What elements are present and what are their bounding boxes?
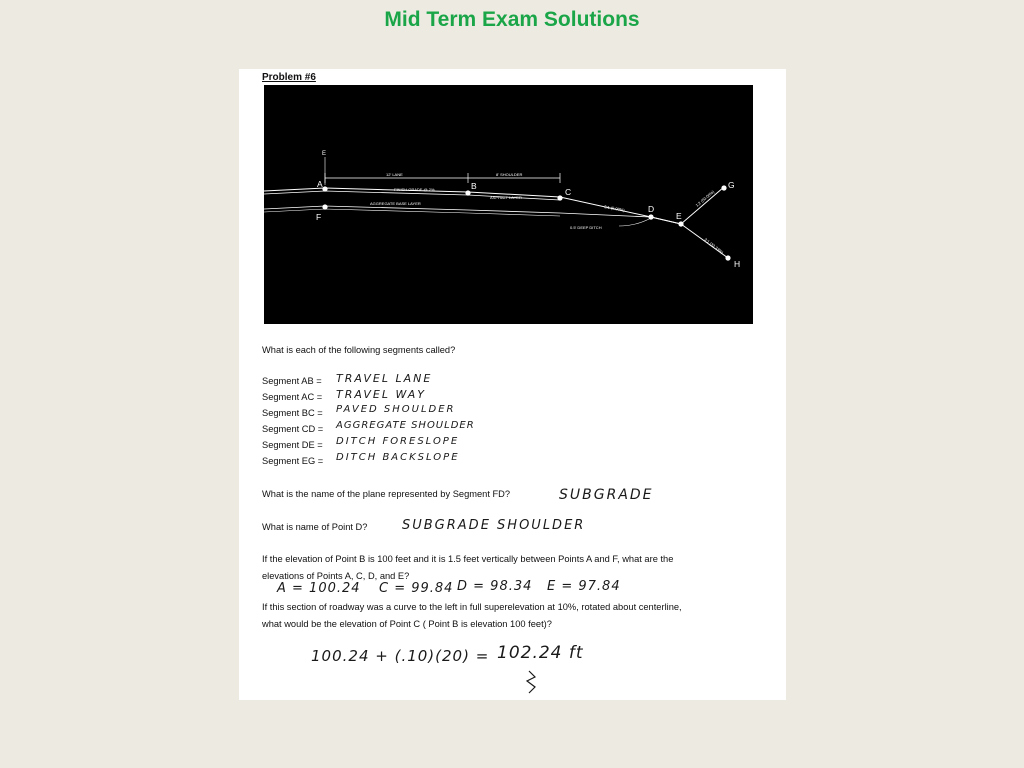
label-slope-eh: 3:1 (33.33%): [703, 236, 725, 255]
label-aggregate: AGGREGATE BASE LAYER: [370, 201, 421, 206]
answer-superelevation-equation: 100.24 + (.10)(20) =: [311, 647, 490, 665]
point-h-marker: [725, 255, 730, 260]
question-elevation-line-1: If the elevation of Point B is 100 feet and it is 1.5 feet vertically between Points A and F, what are the: [262, 554, 674, 564]
segment-answer: DITCH FORESLOPE: [336, 436, 460, 447]
point-c-marker: [557, 195, 562, 200]
segment-answer: TRAVEL WAY: [336, 388, 427, 401]
segment-answer: TRAVEL LANE: [336, 372, 433, 385]
segment-label: Segment AB =: [262, 376, 322, 386]
point-f-marker: [322, 204, 327, 209]
problem-label: Problem #6: [262, 72, 316, 83]
segment-label: Segment EG =: [262, 456, 324, 466]
label-shoulder: 8' SHOULDER: [496, 172, 523, 177]
question-superelevation-line-2: what would be the elevation of Point C ( Point B is elevation 100 feet)?: [262, 619, 552, 629]
slide-title: Mid Term Exam Solutions: [384, 8, 640, 31]
point-e-marker: [678, 221, 683, 226]
question-elevation-line-2: elevations of Points A, C, D, and E?: [262, 571, 410, 581]
answer-elevation-c: C = 99.84: [379, 581, 454, 596]
segment-label: Segment DE =: [262, 440, 323, 450]
point-a-marker: [322, 186, 327, 191]
answer-elevation-d: D = 98.34: [457, 579, 533, 594]
label-point-b: B: [471, 181, 477, 191]
road-cross-section-figure: [264, 85, 753, 324]
segment-row: [262, 454, 762, 470]
label-point-c: C: [565, 187, 572, 197]
label-point-g: G: [728, 180, 735, 190]
answer-superelevation-result: 102.24 ft: [497, 643, 584, 663]
label-asphalt: ASPHALT LAYER: [490, 195, 522, 200]
question-point-d: What is name of Point D?: [262, 522, 368, 532]
segment-answer: PAVED SHOULDER: [336, 404, 456, 415]
segment-label: Segment BC =: [262, 408, 323, 418]
label-point-f: F: [316, 212, 322, 222]
segment-label: Segment CD =: [262, 424, 324, 434]
segment-label: Segment AC =: [262, 392, 323, 402]
label-point-d: D: [648, 204, 655, 214]
point-d-marker: [648, 214, 653, 219]
answer-plane: SUBGRADE: [559, 487, 654, 503]
question-superelevation-line-1: If this section of roadway was a curve to the left in full superelevation at 10%, rotated about centerline,: [262, 602, 682, 612]
label-point-h: H: [734, 259, 741, 269]
label-finish-grade: FINISH GRADE @ 2%: [394, 187, 435, 192]
label-ditch: 0.5' DEEP DITCH: [570, 225, 602, 230]
cross-section-drawing: [264, 85, 753, 324]
label-slope-eg: 1:2 (50.00%): [694, 189, 716, 208]
label-point-a: A: [317, 179, 323, 189]
label-lane: 12' LANE: [386, 172, 403, 177]
label-point-e: E: [676, 211, 682, 221]
label-point-e-top: E: [322, 151, 327, 157]
question-plane: What is the name of the plane represented by Segment FD?: [262, 489, 511, 499]
segment-answer: AGGREGATE SHOULDER: [336, 420, 475, 431]
answer-point-d: SUBGRADE SHOULDER: [402, 518, 586, 533]
answer-elevation-e: E = 97.84: [547, 579, 621, 594]
segment-answer: DITCH BACKSLOPE: [336, 452, 460, 463]
answer-elevation-a: A = 100.24: [277, 581, 361, 596]
exam-document: [239, 69, 786, 700]
question-segments: What is each of the following segments called?: [262, 345, 456, 355]
label-slope-cd: 3:1 (5.00%): [603, 204, 626, 213]
point-g-marker: [721, 185, 726, 190]
double-underline-mark: [521, 667, 561, 697]
point-b-marker: [465, 190, 470, 195]
